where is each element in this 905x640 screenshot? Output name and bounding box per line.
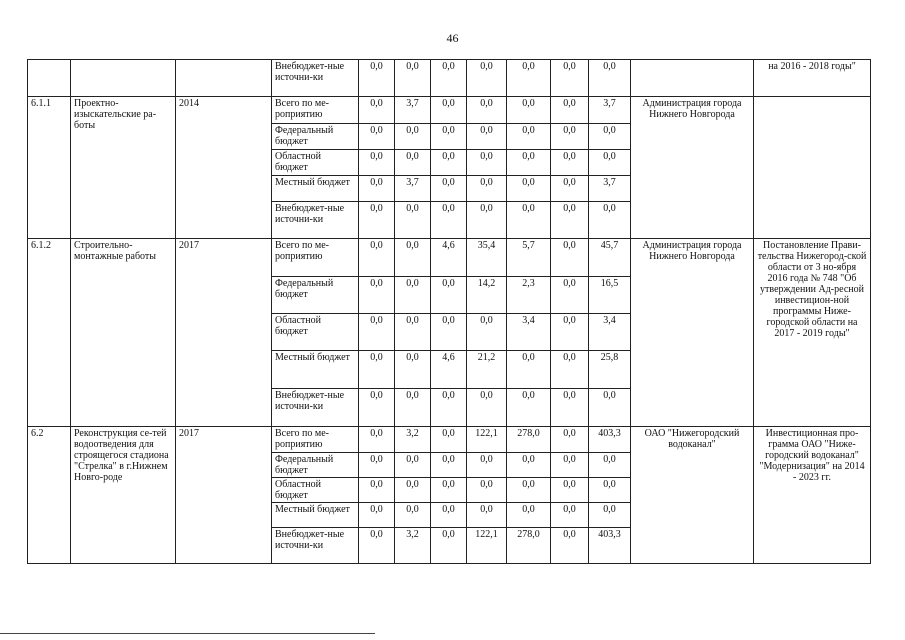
item-year: 2014 [176, 97, 272, 239]
value-cell: 0,0 [431, 503, 467, 528]
value-cell: 0,0 [589, 453, 631, 478]
value-cell: 0,0 [589, 389, 631, 427]
value-cell: 0,0 [359, 503, 395, 528]
value-cell: 0,0 [395, 60, 431, 97]
funding-table [27, 59, 871, 564]
value-cell: 403,3 [589, 528, 631, 564]
executor-cell [631, 60, 754, 97]
value-cell: 0,0 [467, 314, 507, 351]
value-cell: 0,0 [395, 314, 431, 351]
value-cell: 0,0 [359, 239, 395, 277]
value-cell: 278,0 [507, 528, 551, 564]
value-cell: 4,6 [431, 239, 467, 277]
value-cell: 3,7 [589, 97, 631, 124]
item-basis [754, 97, 871, 239]
value-cell: 0,0 [431, 97, 467, 124]
value-cell: 21,2 [467, 351, 507, 389]
value-cell: 25,8 [589, 351, 631, 389]
value-cell: 0,0 [467, 453, 507, 478]
item-code: 6.1.2 [28, 239, 71, 427]
item-executor: Администрация города Нижнего Новгорода [631, 239, 754, 427]
value-cell: 0,0 [431, 176, 467, 202]
value-cell: 0,0 [395, 277, 431, 314]
source-label: Внебюджет-ные источни-ки [272, 528, 359, 564]
item-name: Реконструкция се-тей водоотведения для строящегося стадиона "Стрелка" в г.Нижнем Новго-роде [71, 427, 176, 564]
value-cell: 0,0 [507, 453, 551, 478]
value-cell: 0,0 [589, 202, 631, 239]
value-cell: 0,0 [431, 202, 467, 239]
value-cell: 0,0 [395, 239, 431, 277]
value-cell: 0,0 [359, 60, 395, 97]
source-label: Местный бюджет [272, 503, 359, 528]
value-cell: 16,5 [589, 277, 631, 314]
value-cell: 0,0 [507, 202, 551, 239]
value-cell: 0,0 [551, 176, 589, 202]
value-cell: 0,0 [359, 176, 395, 202]
value-cell: 0,0 [551, 528, 589, 564]
value-cell: 3,2 [395, 427, 431, 453]
value-cell: 0,0 [507, 478, 551, 503]
value-cell: 0,0 [395, 124, 431, 150]
value-cell: 0,0 [359, 150, 395, 176]
table-row [28, 427, 871, 453]
value-cell: 0,0 [589, 478, 631, 503]
value-cell: 0,0 [551, 478, 589, 503]
value-cell: 0,0 [507, 124, 551, 150]
value-cell: 0,0 [551, 277, 589, 314]
item-name: Проектно-изыскательские ра-боты [71, 97, 176, 239]
value-cell: 0,0 [359, 389, 395, 427]
source-label: Областной бюджет [272, 478, 359, 503]
source-label: Местный бюджет [272, 176, 359, 202]
value-cell: 0,0 [551, 150, 589, 176]
value-cell: 0,0 [551, 239, 589, 277]
value-cell: 0,0 [589, 124, 631, 150]
value-cell: 0,0 [395, 389, 431, 427]
value-cell: 0,0 [395, 478, 431, 503]
value-cell: 4,6 [431, 351, 467, 389]
value-cell: 45,7 [589, 239, 631, 277]
item-year: 2017 [176, 427, 272, 564]
page-number: 46 [446, 31, 459, 45]
value-cell: 0,0 [395, 202, 431, 239]
value-cell: 0,0 [507, 503, 551, 528]
value-cell: 0,0 [467, 478, 507, 503]
value-cell: 0,0 [551, 503, 589, 528]
value-cell: 3,7 [589, 176, 631, 202]
value-cell: 0,0 [359, 277, 395, 314]
value-cell: 0,0 [431, 427, 467, 453]
value-cell: 0,0 [359, 314, 395, 351]
value-cell: 0,0 [431, 478, 467, 503]
value-cell: 0,0 [467, 97, 507, 124]
value-cell: 0,0 [359, 97, 395, 124]
table-row [28, 60, 871, 97]
source-label: Областной бюджет [272, 314, 359, 351]
table-row [28, 97, 871, 124]
source-label: Всего по ме-роприятию [272, 427, 359, 453]
value-cell: 35,4 [467, 239, 507, 277]
value-cell: 0,0 [395, 503, 431, 528]
value-cell: 0,0 [431, 60, 467, 97]
source-label: Федеральный бюджет [272, 277, 359, 314]
value-cell: 0,0 [589, 150, 631, 176]
value-cell: 0,0 [467, 389, 507, 427]
value-cell: 0,0 [431, 277, 467, 314]
value-cell: 0,0 [359, 478, 395, 503]
value-cell: 0,0 [467, 176, 507, 202]
name-cell [71, 60, 176, 97]
source-label: Местный бюджет [272, 351, 359, 389]
value-cell: 0,0 [359, 427, 395, 453]
value-cell: 0,0 [431, 528, 467, 564]
value-cell: 0,0 [431, 150, 467, 176]
source-label: Внебюджет-ные источни-ки [272, 389, 359, 427]
item-code: 6.2 [28, 427, 71, 564]
year-cell [176, 60, 272, 97]
value-cell: 0,0 [507, 150, 551, 176]
value-cell: 0,0 [507, 97, 551, 124]
table-row [28, 239, 871, 277]
value-cell: 0,0 [431, 314, 467, 351]
source-label: Внебюджет-ные источни-ки [272, 60, 359, 97]
value-cell: 0,0 [467, 60, 507, 97]
value-cell: 2,3 [507, 277, 551, 314]
value-cell: 0,0 [507, 389, 551, 427]
value-cell: 0,0 [359, 528, 395, 564]
value-cell: 0,0 [551, 97, 589, 124]
page-edge-line [0, 633, 375, 634]
value-cell: 3,7 [395, 97, 431, 124]
value-cell: 0,0 [467, 202, 507, 239]
value-cell: 0,0 [551, 314, 589, 351]
item-code: 6.1.1 [28, 97, 71, 239]
value-cell: 122,1 [467, 528, 507, 564]
value-cell: 0,0 [395, 150, 431, 176]
value-cell: 0,0 [551, 202, 589, 239]
value-cell: 0,0 [551, 124, 589, 150]
value-cell: 3,4 [589, 314, 631, 351]
value-cell: 0,0 [467, 124, 507, 150]
item-basis: Инвестиционная про-грамма ОАО "Ниже-городский водоканал" "Модернизация" на 2014 - 2023 гг. [754, 427, 871, 564]
source-label: Всего по ме-роприятию [272, 239, 359, 277]
item-executor: Администрация города Нижнего Новгорода [631, 97, 754, 239]
source-label: Областной бюджет [272, 150, 359, 176]
value-cell: 3,4 [507, 314, 551, 351]
value-cell: 0,0 [589, 503, 631, 528]
item-basis: Постановление Прави-тельства Нижегород-ской области от 3 но-ября 2016 года № 748 "Об утверждении Ад-ресной инвестицион-ной программы Ниже-городской области на 2017 - 2019 годы" [754, 239, 871, 427]
value-cell: 0,0 [431, 389, 467, 427]
value-cell: 0,0 [589, 60, 631, 97]
code-cell [28, 60, 71, 97]
value-cell: 3,7 [395, 176, 431, 202]
value-cell: 5,7 [507, 239, 551, 277]
value-cell: 0,0 [359, 202, 395, 239]
value-cell: 278,0 [507, 427, 551, 453]
value-cell: 0,0 [395, 453, 431, 478]
source-label: Всего по ме-роприятию [272, 97, 359, 124]
source-label: Федеральный бюджет [272, 453, 359, 478]
value-cell: 0,0 [551, 60, 589, 97]
value-cell: 0,0 [507, 351, 551, 389]
value-cell: 0,0 [507, 60, 551, 97]
value-cell: 122,1 [467, 427, 507, 453]
value-cell: 3,2 [395, 528, 431, 564]
value-cell: 403,3 [589, 427, 631, 453]
value-cell: 0,0 [551, 453, 589, 478]
source-label: Федеральный бюджет [272, 124, 359, 150]
value-cell: 0,0 [431, 453, 467, 478]
item-executor: ОАО "Нижегородский водоканал" [631, 427, 754, 564]
value-cell: 0,0 [467, 150, 507, 176]
basis-cell: на 2016 - 2018 годы" [754, 60, 871, 97]
value-cell: 0,0 [507, 176, 551, 202]
value-cell: 0,0 [359, 351, 395, 389]
value-cell: 0,0 [359, 124, 395, 150]
source-label: Внебюджет-ные источни-ки [272, 202, 359, 239]
value-cell: 0,0 [359, 453, 395, 478]
value-cell: 0,0 [467, 503, 507, 528]
value-cell: 0,0 [551, 351, 589, 389]
item-name: Строительно-монтажные работы [71, 239, 176, 427]
value-cell: 0,0 [551, 427, 589, 453]
value-cell: 14,2 [467, 277, 507, 314]
item-year: 2017 [176, 239, 272, 427]
value-cell: 0,0 [431, 124, 467, 150]
value-cell: 0,0 [551, 389, 589, 427]
value-cell: 0,0 [395, 351, 431, 389]
